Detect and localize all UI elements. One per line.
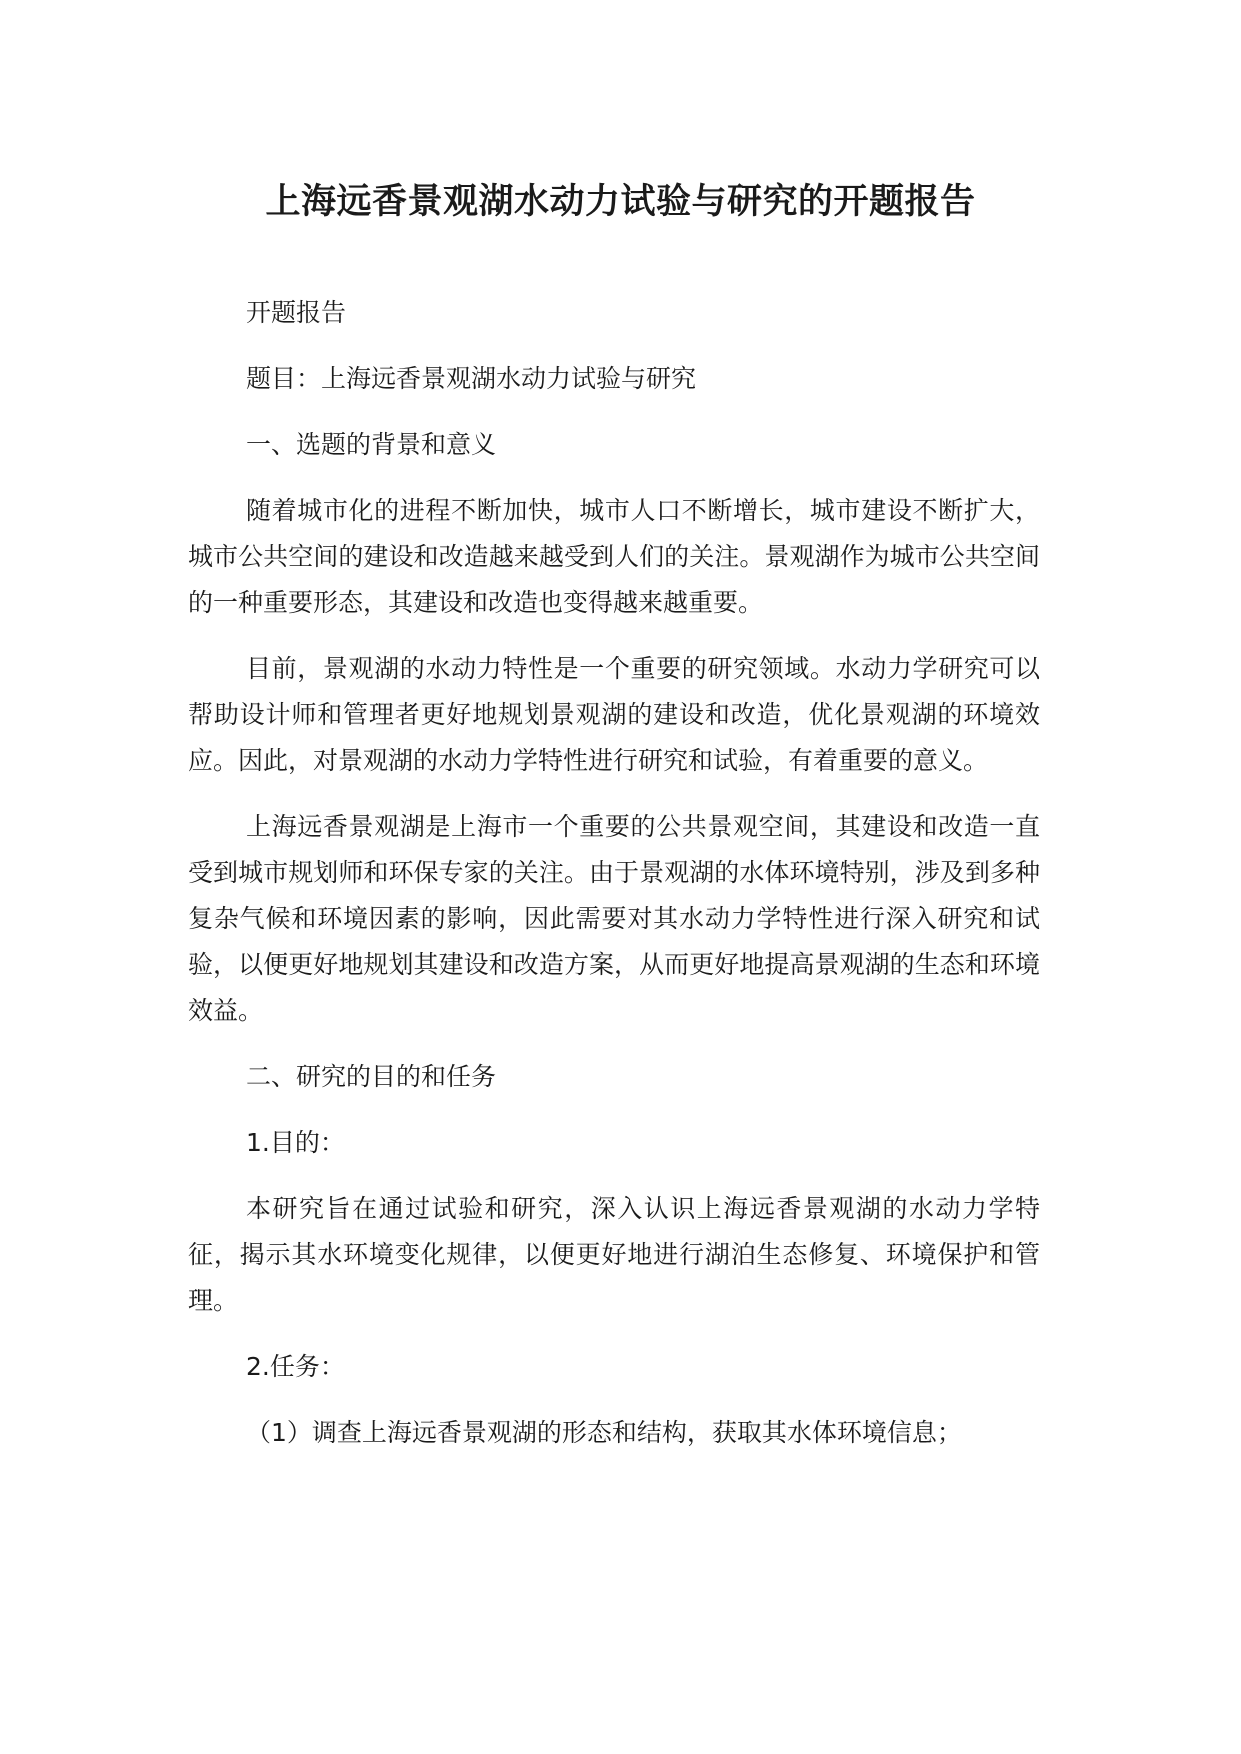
paragraph-heading-report: 开题报告 xyxy=(246,298,347,327)
subheading-purpose: 1.目的： xyxy=(246,1128,345,1157)
section-heading-purpose: 二、研究的目的和任务 xyxy=(246,1062,497,1091)
paragraph-topic: 题目：上海远香景观湖水动力试验与研究 xyxy=(246,364,697,393)
list-item-task-1: （1）调查上海远香景观湖的形态和结构，获取其水体环境信息； xyxy=(246,1418,962,1447)
document-body xyxy=(188,290,1040,1476)
paragraph-background-3: 上海远香景观湖是上海市一个重要的公共景观空间，其建设和改造一直受到城市规划师和环保专家的关注。由于景观湖的水体环境特别，涉及到多种复杂气候和环境因素的影响，因此需要对其水动力学特性进行深入研究和试验，以便更好地规划其建设和改造方案，从而更好地提高景观湖的生态和环境效益。 xyxy=(188,812,1040,1025)
section-heading-background: 一、选题的背景和意义 xyxy=(246,430,497,459)
paragraph-background-2: 目前，景观湖的水动力特性是一个重要的研究领域。水动力学研究可以帮助设计师和管理者更好地规划景观湖的建设和改造，优化景观湖的环境效应。因此，对景观湖的水动力学特性进行研究和试验，有着重要的意义。 xyxy=(188,654,1040,775)
paragraph-background-1: 随着城市化的进程不断加快，城市人口不断增长，城市建设不断扩大，城市公共空间的建设和改造越来越受到人们的关注。景观湖作为城市公共空间的一种重要形态，其建设和改造也变得越来越重要。 xyxy=(188,496,1040,617)
document-title: 上海远香景观湖水动力试验与研究的开题报告 xyxy=(265,182,976,222)
subheading-tasks: 2.任务： xyxy=(246,1352,345,1381)
paragraph-purpose: 本研究旨在通过试验和研究，深入认识上海远香景观湖的水动力学特征，揭示其水环境变化规律，以便更好地进行湖泊生态修复、环境保护和管理。 xyxy=(188,1194,1040,1315)
